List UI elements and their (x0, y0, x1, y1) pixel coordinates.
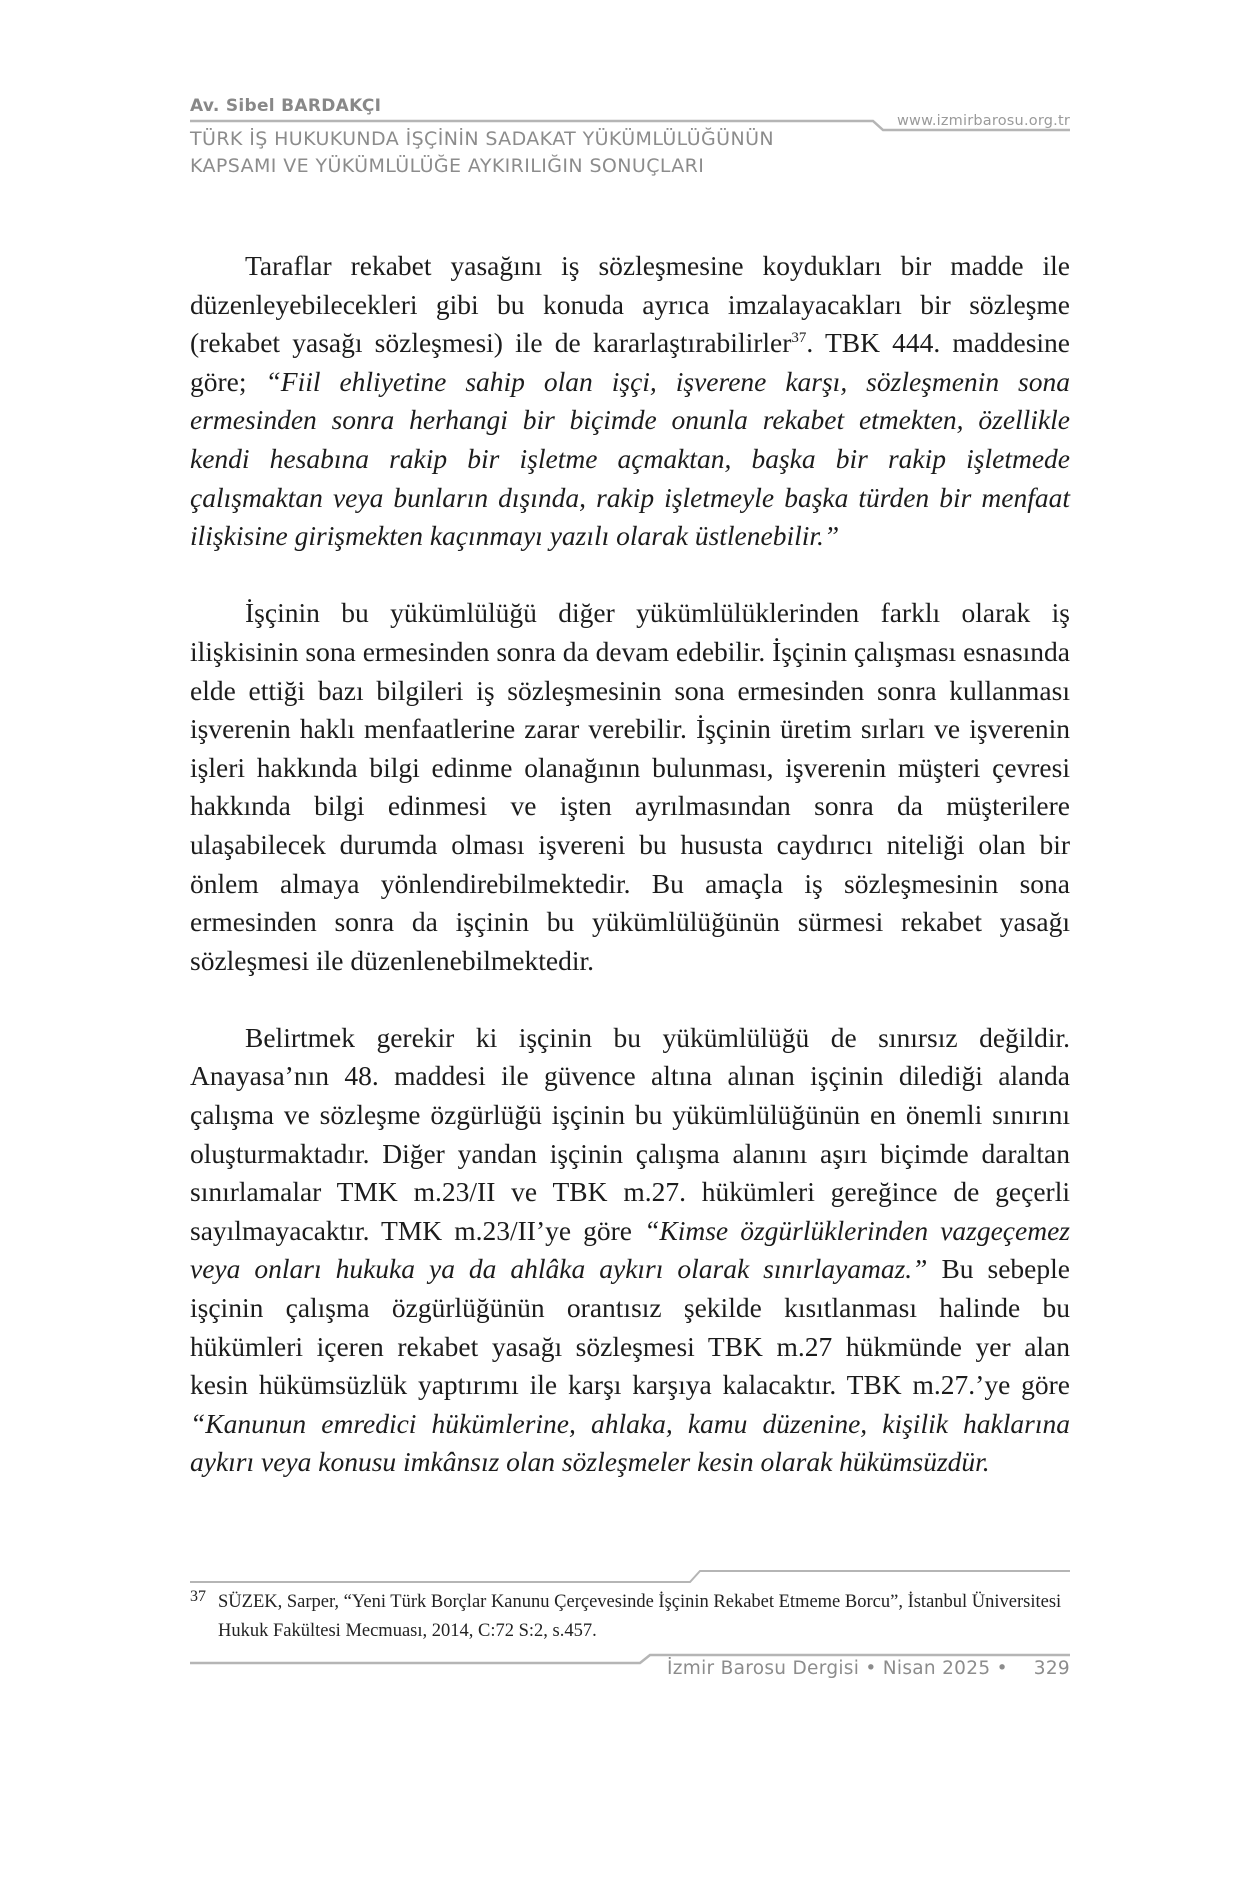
paragraph-1-text-b: . TBK 444. maddesine göre; (190, 327, 1071, 397)
paragraph-2: İşçinin bu yükümlülüğü diğer yükümlülüklerinden farklı olarak iş ilişkisinin sona ermesinden sonra da devam edebilir. İşçinin çalışması esnasında elde ettiği bazı bilgileri iş sözleşmesinin sona ermesinden sonra kullanması işverenin haklı menfaatlerine zarar verebilir. İşçinin üretim sırları ve işverenin işleri hakkında bilgi edinme olanağının bulunması, işverenin müşteri çevresi hakkında bilgi edinmesi ve işten ayrılmasından sonra da müşterilere ulaşabilecek durumda olması işvereni bu hususta caydırıcı niteliği olan bir önlem almaya yönlendirebilmektedir. Bu amaçla iş sözleşmesinin sona ermesinden sonra da işçinin bu yükümlülüğünün sürmesi rekabet yasağı sözleşmesi ile düzenlenebilmektedir. (190, 597, 1070, 976)
footnote-number: 37 (190, 1588, 206, 1605)
header-author: Av. Sibel BARDAKÇI (190, 96, 382, 116)
footnote-reference[interactable]: 37 (791, 330, 807, 347)
paragraph-1-text-a: Taraflar rekabet yasağını iş sözleşmesine koydukları bir madde ile düzenleyebilecekleri gibi bu konuda ayrıca imzalayacakları bir sözleşme (rekabet yasağı sözleşmesi) ile de kararlaştırabilirler (190, 250, 1070, 359)
paragraph-1 (190, 247, 1070, 556)
header-title-line-2: KAPSAMI VE YÜKÜMLÜLÜĞE AYKIRILIĞIN SONUÇLARI (190, 155, 705, 177)
paragraph-3-quote-2: “Kanunun emredici hükümlerine, ahlaka, kamu düzenine, kişilik haklarına aykırı veya konusu imkânsız olan sözleşmeler kesin olarak hükümsüzdür. (190, 1407, 1070, 1478)
header-title-line-1: TÜRK İŞ HUKUKUNDA İŞÇİNİN SADAKAT YÜKÜMLÜLÜĞÜNÜN (190, 128, 774, 150)
page-number: 329 (1033, 1658, 1070, 1679)
footnote-rule (190, 1568, 1070, 1588)
paragraph-1-quote: “Fiil ehliyetine sahip olan işçi, işverene karşı, sözleşmenin sona ermesinden sonra herhangi bir biçimde onunla rekabet etmekten, özellikle kendi hesabına rakip bir işletme açmaktan, başka bir rakip işletmede çalışmaktan veya bunların dışında, rakip işletmeyle başka türden bir menfaat ilişkisine girişmekten kaçınmayı yazılı olarak üstlenebilir.” (190, 365, 1070, 552)
header-article-title (190, 126, 890, 180)
header-url[interactable]: www.izmirbarosu.org.tr (896, 113, 1070, 129)
paragraph-3 (190, 1019, 1070, 1482)
article-body (190, 247, 1070, 1482)
paragraph-3-text-b: Bu sebeple işçinin çalışma özgürlüğünün orantısız şekilde kısıtlanması halinde bu hükümleri içeren rekabet yasağı sözleşmesi TBK m.27 hükmünde yer alan kesin hükümsüzlük yaptırımı ile karşı karşıya kalacaktır. TBK m.27.’ye göre (190, 1253, 1070, 1401)
paragraph-3-quote-1: “Kimse özgürlüklerinden vazgeçemez veya onları hukuka ya da ahlâka aykırı olarak sınırlayamaz.” (190, 1214, 1070, 1285)
footnote (190, 1588, 1070, 1646)
paragraph-3-text-a: Belirtmek gerekir ki işçinin bu yükümlülüğü de sınırsız değildir. Anayasa’nın 48. maddesi ile güvence altına alınan işçinin dilediği alanda çalışma ve sözleşme özgürlüğü işçinin bu yükümlülüğünün en önemli sınırını oluşturmaktadır. Diğer yandan işçinin çalışma alanını aşırı biçimde daraltan sınırlamalar TMK m.23/II ve TBK m.27. hükümleri gereğince de geçerli sayılmayacaktır. TMK m.23/II’ye göre (190, 1021, 1070, 1246)
footnote-text: SÜZEK, Sarper, “Yeni Türk Borçlar Kanunu Çerçevesinde İşçinin Rekabet Etmeme Borcu”, İstanbul Üniversitesi Hukuk Fakültesi Mecmuası, 2014, C:72 S:2, s.457. (218, 1592, 1062, 1641)
footer (667, 1658, 1070, 1679)
footer-journal: İzmir Barosu Dergisi • Nisan 2025 • (667, 1658, 1008, 1679)
